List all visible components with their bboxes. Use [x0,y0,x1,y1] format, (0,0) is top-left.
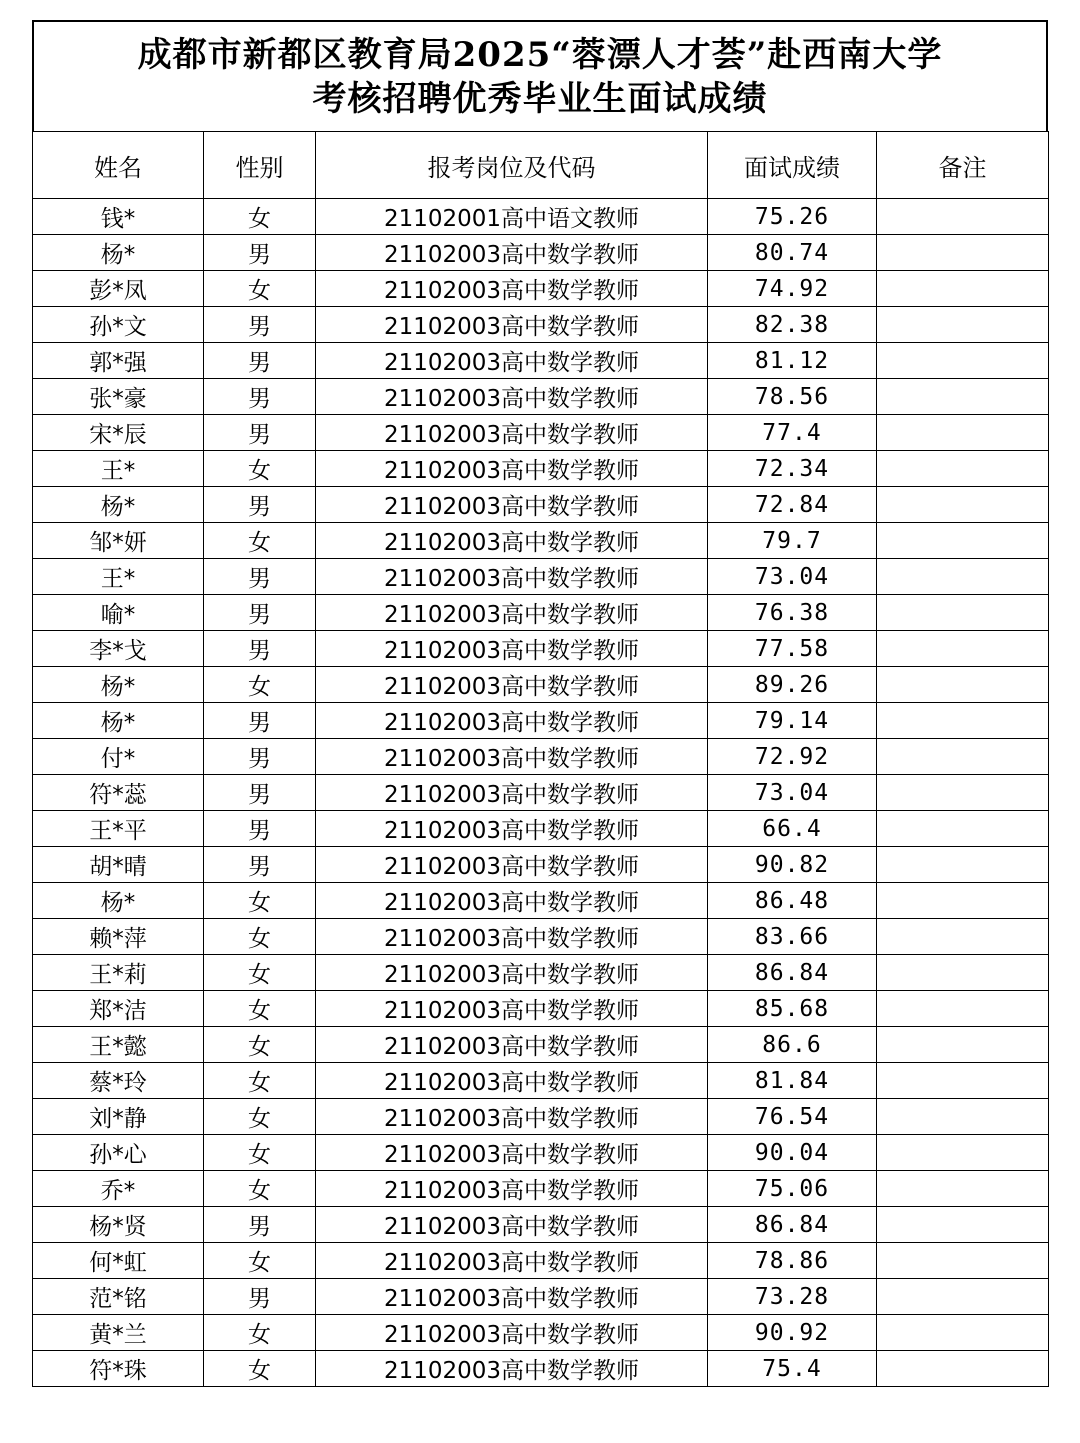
cell-name: 钱* [33,199,204,235]
table-row [33,1351,1049,1387]
cell-note [877,631,1049,667]
cell-gender: 男 [204,595,316,631]
cell-post: 21102003高中数学教师 [316,1279,708,1315]
cell-note [877,523,1049,559]
cell-score: 86.48 [708,883,877,919]
cell-name: 杨* [33,235,204,271]
header-name: 姓名 [33,132,204,199]
cell-gender: 男 [204,847,316,883]
cell-score: 81.12 [708,343,877,379]
cell-name: 张*豪 [33,379,204,415]
cell-name: 何*虹 [33,1243,204,1279]
cell-post: 21102003高中数学教师 [316,667,708,703]
table-row [33,271,1049,307]
cell-post: 21102003高中数学教师 [316,415,708,451]
cell-score: 90.82 [708,847,877,883]
table-row [33,739,1049,775]
cell-gender: 女 [204,1243,316,1279]
table-row [33,1063,1049,1099]
cell-score: 75.4 [708,1351,877,1387]
results-sheet [32,20,1048,1387]
cell-name: 王* [33,559,204,595]
cell-note [877,811,1049,847]
cell-gender: 男 [204,1279,316,1315]
cell-post: 21102001高中语文教师 [316,199,708,235]
cell-post: 21102003高中数学教师 [316,631,708,667]
cell-name: 刘*静 [33,1099,204,1135]
cell-gender: 男 [204,307,316,343]
cell-gender: 男 [204,379,316,415]
cell-note [877,775,1049,811]
cell-post: 21102003高中数学教师 [316,739,708,775]
title-line-2: 考核招聘优秀毕业生面试成绩 [312,78,768,119]
cell-name: 孙*心 [33,1135,204,1171]
cell-score: 75.26 [708,199,877,235]
table-row [33,1027,1049,1063]
table-row [33,1135,1049,1171]
cell-score: 86.6 [708,1027,877,1063]
cell-post: 21102003高中数学教师 [316,451,708,487]
cell-post: 21102003高中数学教师 [316,1063,708,1099]
cell-score: 76.54 [708,1099,877,1135]
cell-post: 21102003高中数学教师 [316,1207,708,1243]
cell-gender: 女 [204,199,316,235]
table-row [33,451,1049,487]
table-row [33,703,1049,739]
cell-post: 21102003高中数学教师 [316,955,708,991]
cell-note [877,1099,1049,1135]
cell-score: 72.84 [708,487,877,523]
cell-score: 77.4 [708,415,877,451]
cell-score: 75.06 [708,1171,877,1207]
cell-score: 80.74 [708,235,877,271]
cell-note [877,955,1049,991]
table-row [33,775,1049,811]
cell-post: 21102003高中数学教师 [316,1351,708,1387]
cell-name: 王*懿 [33,1027,204,1063]
results-table [32,131,1049,1387]
cell-note [877,271,1049,307]
table-row [33,343,1049,379]
document-title [32,20,1048,131]
table-row [33,847,1049,883]
cell-post: 21102003高中数学教师 [316,1315,708,1351]
cell-post: 21102003高中数学教师 [316,991,708,1027]
cell-name: 符*蕊 [33,775,204,811]
table-row [33,1207,1049,1243]
table-row [33,1315,1049,1351]
cell-name: 付* [33,739,204,775]
cell-score: 73.28 [708,1279,877,1315]
header-score: 面试成绩 [708,132,877,199]
cell-gender: 男 [204,1207,316,1243]
cell-note [877,739,1049,775]
cell-gender: 男 [204,775,316,811]
cell-gender: 女 [204,667,316,703]
cell-note [877,1243,1049,1279]
cell-note [877,559,1049,595]
cell-post: 21102003高中数学教师 [316,883,708,919]
table-row [33,595,1049,631]
cell-post: 21102003高中数学教师 [316,775,708,811]
cell-name: 宋*辰 [33,415,204,451]
cell-gender: 男 [204,235,316,271]
cell-post: 21102003高中数学教师 [316,271,708,307]
cell-name: 喻* [33,595,204,631]
table-row [33,523,1049,559]
cell-score: 79.7 [708,523,877,559]
cell-score: 90.04 [708,1135,877,1171]
cell-score: 90.92 [708,1315,877,1351]
cell-post: 21102003高中数学教师 [316,595,708,631]
table-row [33,199,1049,235]
table-row [33,667,1049,703]
cell-note [877,883,1049,919]
cell-gender: 男 [204,487,316,523]
cell-name: 杨* [33,703,204,739]
cell-name: 胡*晴 [33,847,204,883]
cell-gender: 男 [204,343,316,379]
cell-gender: 男 [204,559,316,595]
cell-post: 21102003高中数学教师 [316,847,708,883]
cell-name: 王* [33,451,204,487]
cell-gender: 女 [204,1099,316,1135]
cell-name: 杨* [33,487,204,523]
cell-score: 76.38 [708,595,877,631]
cell-name: 李*戈 [33,631,204,667]
cell-score: 89.26 [708,667,877,703]
cell-score: 78.56 [708,379,877,415]
cell-post: 21102003高中数学教师 [316,703,708,739]
cell-name: 王*莉 [33,955,204,991]
cell-post: 21102003高中数学教师 [316,523,708,559]
cell-score: 79.14 [708,703,877,739]
cell-post: 21102003高中数学教师 [316,343,708,379]
cell-gender: 女 [204,1171,316,1207]
cell-score: 73.04 [708,559,877,595]
cell-name: 蔡*玲 [33,1063,204,1099]
table-row [33,235,1049,271]
cell-gender: 男 [204,811,316,847]
cell-name: 赖*萍 [33,919,204,955]
cell-score: 77.58 [708,631,877,667]
cell-note [877,1135,1049,1171]
cell-name: 乔* [33,1171,204,1207]
cell-score: 81.84 [708,1063,877,1099]
table-body [33,199,1049,1387]
cell-name: 杨* [33,883,204,919]
cell-name: 杨*贤 [33,1207,204,1243]
cell-gender: 男 [204,703,316,739]
cell-name: 郑*洁 [33,991,204,1027]
cell-name: 郭*强 [33,343,204,379]
table-row [33,307,1049,343]
cell-note [877,307,1049,343]
cell-score: 82.38 [708,307,877,343]
header-post: 报考岗位及代码 [316,132,708,199]
cell-score: 72.34 [708,451,877,487]
cell-name: 王*平 [33,811,204,847]
cell-gender: 女 [204,991,316,1027]
cell-note [877,1351,1049,1387]
cell-gender: 女 [204,271,316,307]
cell-score: 85.68 [708,991,877,1027]
cell-post: 21102003高中数学教师 [316,1171,708,1207]
cell-name: 杨* [33,667,204,703]
table-row [33,1243,1049,1279]
cell-gender: 女 [204,919,316,955]
cell-post: 21102003高中数学教师 [316,1027,708,1063]
cell-gender: 男 [204,631,316,667]
cell-score: 78.86 [708,1243,877,1279]
cell-note [877,1315,1049,1351]
cell-gender: 男 [204,415,316,451]
table-row [33,955,1049,991]
title-line-1: 成都市新都区教育局2025“蓉漂人才荟”赴西南大学 [137,34,943,75]
cell-score: 66.4 [708,811,877,847]
cell-note [877,1171,1049,1207]
table-row [33,631,1049,667]
cell-gender: 女 [204,523,316,559]
table-row [33,379,1049,415]
cell-note [877,487,1049,523]
cell-gender: 女 [204,1027,316,1063]
cell-note [877,1063,1049,1099]
cell-post: 21102003高中数学教师 [316,919,708,955]
cell-score: 83.66 [708,919,877,955]
table-header-row [33,132,1049,199]
cell-gender: 男 [204,739,316,775]
cell-score: 74.92 [708,271,877,307]
table-row [33,991,1049,1027]
cell-post: 21102003高中数学教师 [316,1243,708,1279]
cell-note [877,595,1049,631]
table-row [33,415,1049,451]
cell-note [877,703,1049,739]
cell-post: 21102003高中数学教师 [316,811,708,847]
cell-gender: 女 [204,1351,316,1387]
cell-post: 21102003高中数学教师 [316,487,708,523]
cell-gender: 女 [204,955,316,991]
cell-score: 73.04 [708,775,877,811]
cell-note [877,343,1049,379]
table-row [33,883,1049,919]
cell-note [877,1027,1049,1063]
cell-note [877,199,1049,235]
cell-name: 邹*妍 [33,523,204,559]
cell-note [877,847,1049,883]
cell-note [877,235,1049,271]
cell-note [877,667,1049,703]
cell-note [877,1207,1049,1243]
cell-note [877,1279,1049,1315]
cell-score: 86.84 [708,955,877,991]
cell-note [877,451,1049,487]
table-row [33,559,1049,595]
table-row [33,919,1049,955]
table-row [33,1279,1049,1315]
cell-post: 21102003高中数学教师 [316,235,708,271]
header-note: 备注 [877,132,1049,199]
cell-score: 72.92 [708,739,877,775]
cell-name: 彭*凤 [33,271,204,307]
table-row [33,487,1049,523]
cell-gender: 女 [204,1135,316,1171]
cell-name: 黄*兰 [33,1315,204,1351]
cell-post: 21102003高中数学教师 [316,307,708,343]
cell-note [877,379,1049,415]
table-row [33,811,1049,847]
cell-score: 86.84 [708,1207,877,1243]
table-row [33,1171,1049,1207]
cell-post: 21102003高中数学教师 [316,1099,708,1135]
cell-gender: 女 [204,451,316,487]
cell-gender: 女 [204,883,316,919]
cell-note [877,919,1049,955]
cell-gender: 女 [204,1315,316,1351]
cell-post: 21102003高中数学教师 [316,379,708,415]
cell-note [877,415,1049,451]
cell-name: 范*铭 [33,1279,204,1315]
cell-post: 21102003高中数学教师 [316,1135,708,1171]
cell-post: 21102003高中数学教师 [316,559,708,595]
cell-gender: 女 [204,1063,316,1099]
table-row [33,1099,1049,1135]
cell-name: 孙*文 [33,307,204,343]
cell-name: 符*珠 [33,1351,204,1387]
cell-note [877,991,1049,1027]
header-gender: 性别 [204,132,316,199]
